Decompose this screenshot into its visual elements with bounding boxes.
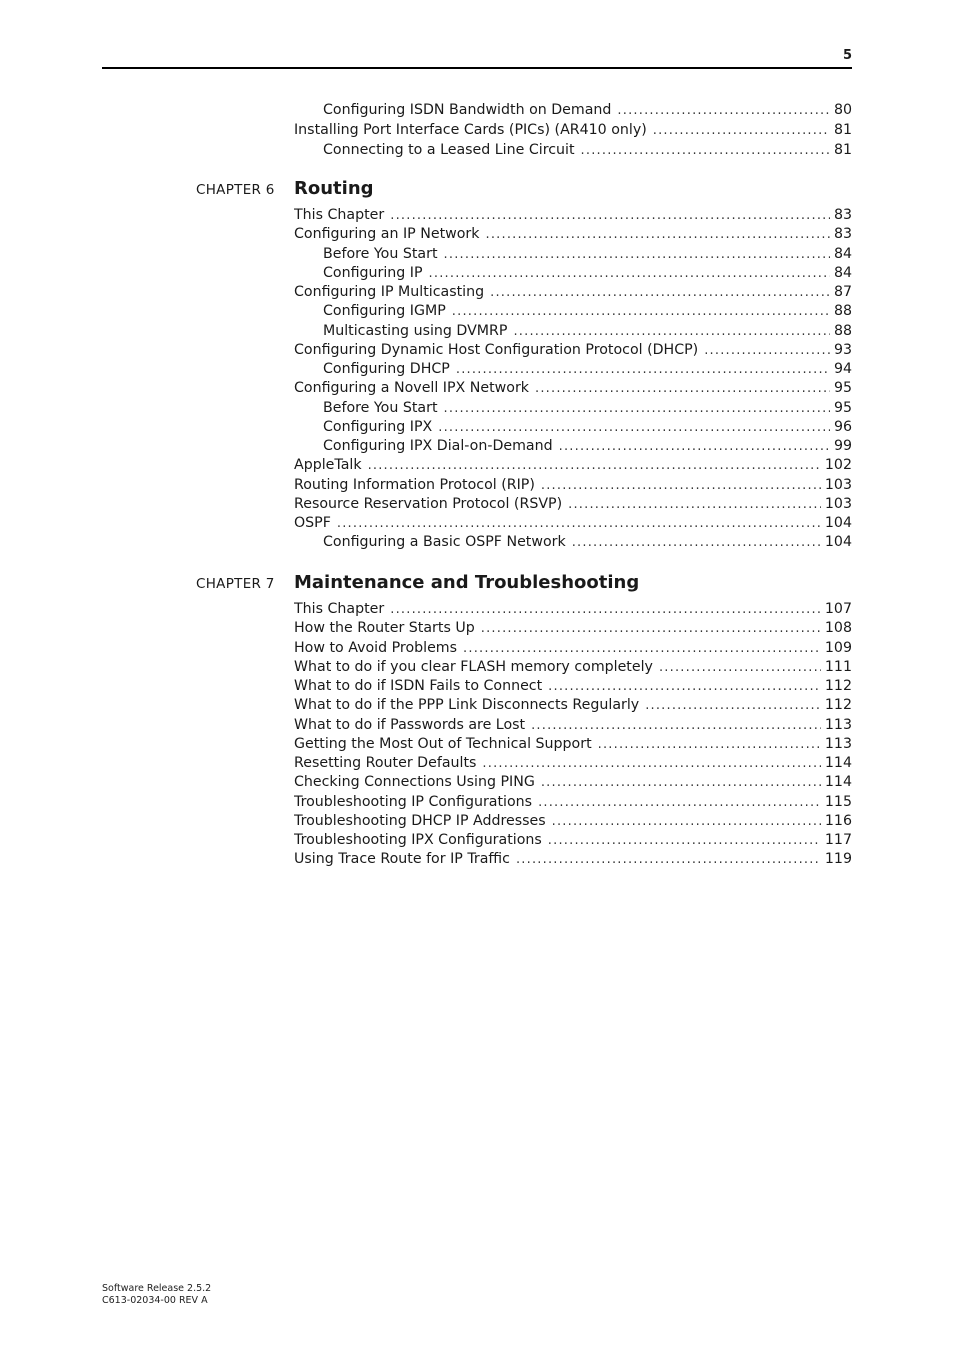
chapter-title[interactable]: Maintenance and Troubleshooting xyxy=(294,572,640,593)
toc-entry[interactable] xyxy=(294,283,852,302)
toc-entry-title: Configuring a Basic OSPF Network xyxy=(323,534,566,551)
toc-entry-title: OSPF xyxy=(294,515,331,531)
toc-entry[interactable] xyxy=(323,399,852,418)
toc-entry[interactable] xyxy=(294,456,852,475)
toc-entry-page: 84 xyxy=(833,264,852,281)
toc-entry[interactable] xyxy=(294,658,852,677)
toc-entry-page: 88 xyxy=(833,303,852,320)
toc-entry-page: 102 xyxy=(824,457,852,474)
toc-entry-page: 96 xyxy=(833,418,852,435)
chapter-title[interactable]: Routing xyxy=(294,178,374,199)
chapter-label: CHAPTER 6 xyxy=(196,182,275,198)
toc-entry[interactable] xyxy=(323,141,852,160)
toc-dot-leader xyxy=(568,495,821,514)
toc-dot-leader xyxy=(516,850,821,869)
toc-entry-title: Troubleshooting DHCP IP Addresses xyxy=(294,812,546,829)
toc-entry-title: Configuring IGMP xyxy=(323,303,446,320)
toc-dot-leader xyxy=(444,245,830,264)
toc-dot-leader xyxy=(645,696,821,715)
toc-dot-leader xyxy=(481,619,821,638)
toc-entry-title: Getting the Most Out of Technical Support xyxy=(294,735,592,752)
toc-entry[interactable] xyxy=(294,716,852,735)
header-rule xyxy=(102,67,852,69)
toc-entry-page: 109 xyxy=(824,639,852,656)
toc-entry-page: 99 xyxy=(833,438,852,454)
toc-entry[interactable] xyxy=(294,754,852,773)
toc-dot-leader xyxy=(452,302,830,321)
toc-dot-leader xyxy=(456,360,830,379)
toc-dot-leader xyxy=(490,283,830,302)
toc-dot-leader xyxy=(538,793,821,812)
toc-entry-page: 112 xyxy=(824,678,852,694)
toc-entry[interactable] xyxy=(294,812,852,831)
toc-entry-page: 81 xyxy=(833,121,852,138)
toc-dot-leader xyxy=(482,754,821,773)
toc-entry[interactable] xyxy=(294,495,852,514)
toc-entry-page: 83 xyxy=(833,207,852,223)
toc-entry[interactable] xyxy=(323,360,852,379)
toc-entry-page: 113 xyxy=(824,735,852,752)
footer xyxy=(102,1283,211,1307)
toc-entry[interactable] xyxy=(323,245,852,264)
toc-entry-title: Multicasting using DVMRP xyxy=(323,322,508,339)
toc-dot-leader xyxy=(559,437,830,456)
toc-entry-page: 111 xyxy=(824,658,852,675)
toc-entry[interactable] xyxy=(323,437,852,456)
toc-dot-leader xyxy=(535,379,830,398)
toc-entry[interactable] xyxy=(294,850,852,869)
toc-entry-page: 116 xyxy=(824,812,852,829)
toc-entry-title: What to do if ISDN Fails to Connect xyxy=(294,678,543,694)
toc-entry-page: 114 xyxy=(824,755,852,771)
toc-entry-title: AppleTalk xyxy=(294,457,362,474)
toc-entry-page: 107 xyxy=(824,601,852,617)
footer-docid: C613-02034-00 REV A xyxy=(102,1295,208,1306)
toc-entry[interactable] xyxy=(294,225,852,244)
toc-entry[interactable] xyxy=(294,379,852,398)
toc-dot-leader xyxy=(368,456,821,475)
toc-entry[interactable] xyxy=(294,476,852,495)
toc-entry-page: 88 xyxy=(833,322,852,339)
toc-entry-page: 115 xyxy=(824,793,852,810)
chapter-label: CHAPTER 7 xyxy=(196,576,275,592)
toc-entry-title: What to do if you clear FLASH memory completely xyxy=(294,658,653,675)
toc-entry-title: This Chapter xyxy=(294,601,385,617)
toc-dot-leader xyxy=(485,225,829,244)
toc-dot-leader xyxy=(390,600,821,619)
toc-entry[interactable] xyxy=(294,341,852,360)
toc-entry[interactable] xyxy=(294,735,852,754)
toc-dot-leader xyxy=(531,716,821,735)
toc-entry[interactable] xyxy=(294,514,852,533)
toc-dot-leader xyxy=(444,399,830,418)
toc-entry[interactable] xyxy=(294,206,852,225)
toc-entry-title: Using Trace Route for IP Traffic xyxy=(294,851,510,868)
toc-entry[interactable] xyxy=(294,121,852,140)
toc-entry-title: Configuring an IP Network xyxy=(294,226,480,243)
toc-dot-leader xyxy=(552,812,821,831)
toc-entry[interactable] xyxy=(323,264,852,283)
toc-entry-title: Configuring a Novell IPX Network xyxy=(294,380,530,397)
toc-dot-leader xyxy=(337,514,821,533)
toc-entry-title: Resetting Router Defaults xyxy=(294,755,477,771)
toc-entry[interactable] xyxy=(294,619,852,638)
toc-entry[interactable] xyxy=(294,677,852,696)
toc-dot-leader xyxy=(390,206,830,225)
toc-entry[interactable] xyxy=(294,793,852,812)
toc-entry-title: Before You Start xyxy=(323,399,438,416)
toc-entry[interactable] xyxy=(323,302,852,321)
toc-dot-leader xyxy=(438,418,830,437)
toc-entry-title: Troubleshooting IPX Configurations xyxy=(294,832,542,848)
toc-entry-title: Configuring DHCP xyxy=(323,361,450,377)
toc-entry-page: 117 xyxy=(824,832,852,848)
toc-entry-title: Configuring IP Multicasting xyxy=(294,284,485,300)
toc-dot-leader xyxy=(429,264,830,283)
toc-dot-leader xyxy=(653,121,830,140)
toc-entry-page: 103 xyxy=(824,476,852,493)
toc-entry-page: 119 xyxy=(824,851,852,868)
toc-dot-leader xyxy=(659,658,821,677)
toc-entry-page: 87 xyxy=(833,284,852,300)
toc-entry-page: 93 xyxy=(833,341,852,358)
toc-entry-title: Troubleshooting IP Configurations xyxy=(294,793,533,810)
toc-entry[interactable] xyxy=(323,322,852,341)
toc-entry[interactable] xyxy=(323,533,852,552)
toc-dot-leader xyxy=(541,773,821,792)
toc-entry[interactable] xyxy=(294,639,852,658)
toc-entry-page: 95 xyxy=(833,399,852,416)
toc-entry[interactable] xyxy=(323,101,852,120)
toc-dot-leader xyxy=(598,735,821,754)
toc-entry[interactable] xyxy=(294,696,852,715)
toc-entry-title: What to do if the PPP Link Disconnects Regularly xyxy=(294,697,640,714)
toc-entry[interactable] xyxy=(294,773,852,792)
footer-release: Software Release 2.5.2 xyxy=(102,1283,212,1294)
toc-entry-page: 103 xyxy=(824,495,852,512)
toc-dot-leader xyxy=(572,533,821,552)
toc-entry-page: 84 xyxy=(833,245,852,262)
toc-entry-page: 94 xyxy=(833,361,852,377)
toc-entry-title: What to do if Passwords are Lost xyxy=(294,716,526,733)
toc-dot-leader xyxy=(548,677,821,696)
toc-entry-title: Installing Port Interface Cards (PICs) (AR410 only) xyxy=(294,121,647,138)
toc-entry-title: Configuring IP xyxy=(323,264,423,281)
toc-dot-leader xyxy=(704,341,830,360)
toc-entry-title: How the Router Starts Up xyxy=(294,620,475,637)
toc-dot-leader xyxy=(513,322,829,341)
toc-entry-title: Checking Connections Using PING xyxy=(294,774,535,791)
toc-entry-page: 80 xyxy=(833,102,852,118)
toc-entry-page: 83 xyxy=(833,226,852,243)
toc-dot-leader xyxy=(541,476,821,495)
toc-entry-page: 104 xyxy=(824,534,852,551)
toc-entry[interactable] xyxy=(294,831,852,850)
toc-entry-title: Resource Reservation Protocol (RSVP) xyxy=(294,495,563,512)
toc-entry-page: 81 xyxy=(833,141,852,158)
toc-entry-page: 104 xyxy=(824,515,852,531)
toc-entry-title: Configuring Dynamic Host Configuration Protocol (DHCP) xyxy=(294,341,699,358)
toc-dot-leader xyxy=(617,101,830,120)
toc-entry[interactable] xyxy=(323,418,852,437)
toc-entry-title: This Chapter xyxy=(294,207,385,223)
toc-entry-page: 114 xyxy=(824,774,852,791)
toc-entry-title: Configuring IPX xyxy=(323,418,433,435)
toc-entry-title: Configuring ISDN Bandwidth on Demand xyxy=(323,102,612,118)
toc-entry-title: How to Avoid Problems xyxy=(294,639,458,656)
page-number: 5 xyxy=(842,48,852,63)
toc-entry-title: Routing Information Protocol (RIP) xyxy=(294,476,535,493)
toc-dot-leader xyxy=(463,639,821,658)
toc-dot-leader xyxy=(581,141,830,160)
toc-entry-title: Connecting to a Leased Line Circuit xyxy=(323,141,575,158)
toc-entry-page: 112 xyxy=(824,697,852,714)
toc-entry-page: 113 xyxy=(824,716,852,733)
toc-entry-title: Configuring IPX Dial-on-Demand xyxy=(323,438,553,454)
toc-entry-page: 95 xyxy=(833,380,852,397)
toc-entry-title: Before You Start xyxy=(323,245,438,262)
toc-dot-leader xyxy=(548,831,821,850)
toc-entry[interactable] xyxy=(294,600,852,619)
toc-entry-page: 108 xyxy=(824,620,852,637)
